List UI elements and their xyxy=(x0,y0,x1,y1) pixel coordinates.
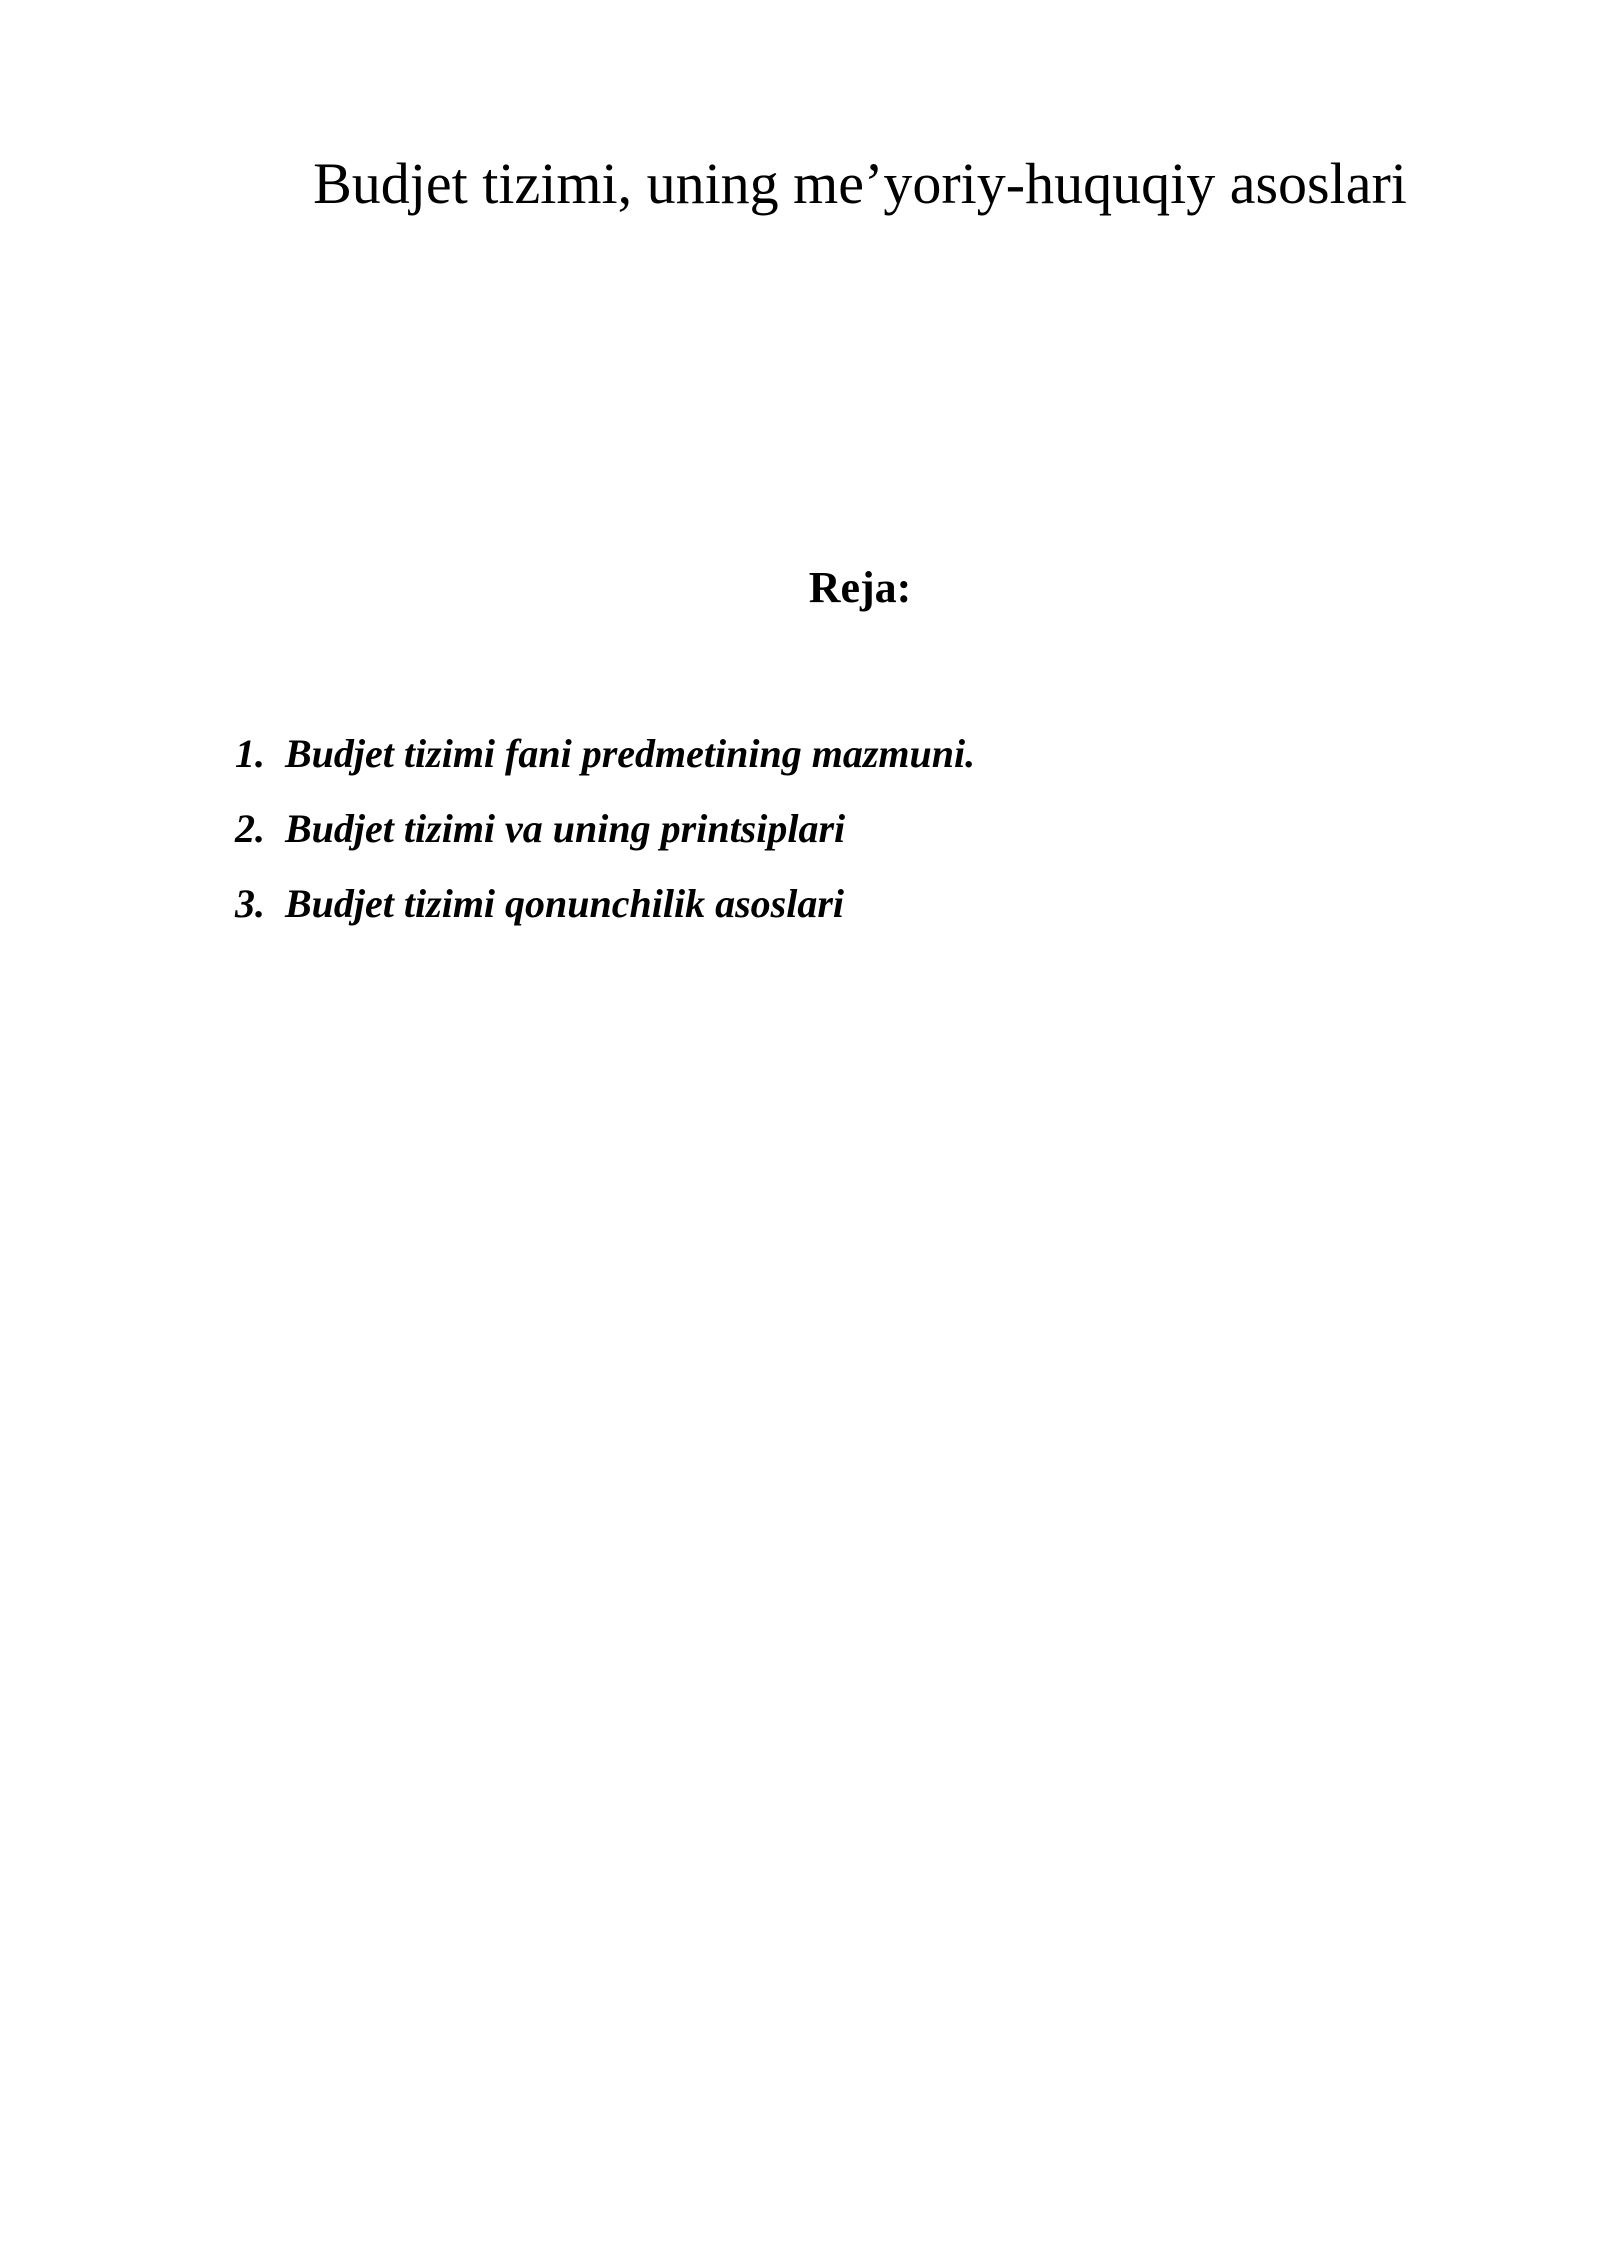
plan-item-number: 1. xyxy=(235,731,265,776)
plan-heading: Reja: xyxy=(808,563,912,612)
plan-item-3 xyxy=(235,880,975,928)
plan-item-1 xyxy=(235,730,975,778)
plan-item-2 xyxy=(235,805,975,853)
plan-item-number: 2. xyxy=(235,806,265,851)
document-title: Budjet tizimi, uning me’yoriy-huquqiy asoslari xyxy=(313,151,1407,216)
plan-item-text: Budjet tizimi fani predmetining mazmuni. xyxy=(285,731,976,776)
plan-item-number: 3. xyxy=(235,881,265,926)
plan-item-text: Budjet tizimi va uning printsiplari xyxy=(285,806,846,851)
plan-list xyxy=(235,730,975,955)
plan-item-text: Budjet tizimi qonunchilik asoslari xyxy=(285,881,845,926)
